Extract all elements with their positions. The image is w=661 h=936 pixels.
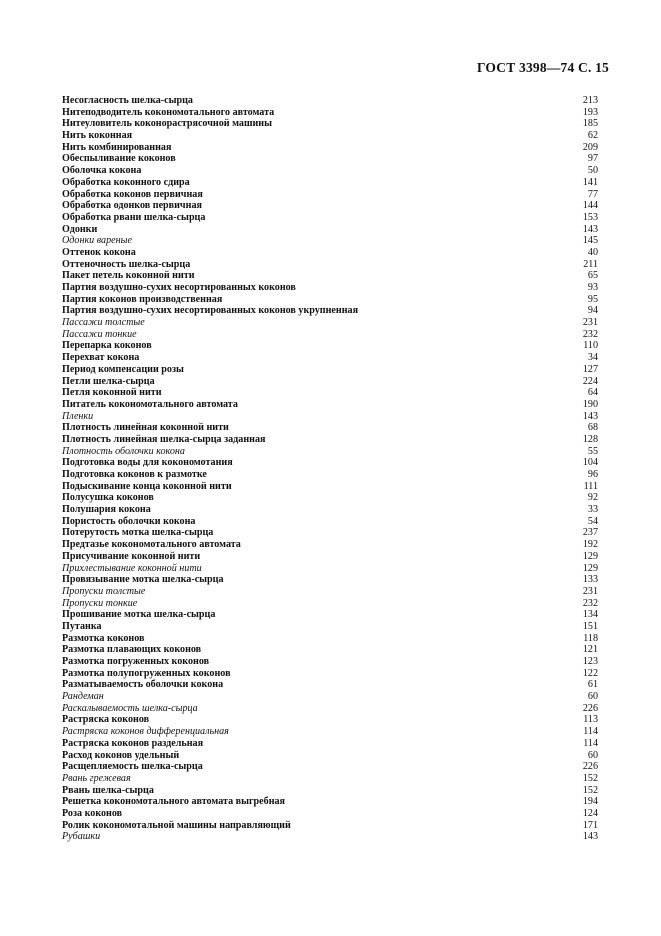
index-entry [62, 294, 598, 306]
index-term: Ролик кокономотальной машины направляющий [62, 819, 291, 831]
index-term: Обработка рвани шелка-сырца [62, 211, 206, 223]
index-entry [62, 387, 598, 399]
index-page-number: 190 [582, 398, 598, 410]
index-page-number: 143 [582, 410, 598, 422]
index-page-number: 145 [582, 235, 598, 247]
index-page-number: 143 [582, 831, 598, 843]
index-page-number: 129 [582, 562, 598, 574]
index-page-number: 34 [587, 352, 598, 364]
index-entry [62, 574, 598, 586]
index-page-number: 110 [583, 340, 598, 352]
index-page-number: 65 [587, 270, 598, 282]
index-term: Растряска коконов раздельная [62, 737, 204, 749]
index-page-number: 40 [587, 246, 598, 258]
index-page-number: 95 [587, 293, 598, 305]
index-page-number: 211 [583, 258, 598, 270]
index-page-number: 194 [582, 796, 598, 808]
index-entry [62, 329, 598, 341]
index-entry [62, 282, 598, 294]
index-entry [62, 153, 598, 165]
index-page-number: 94 [587, 305, 598, 317]
index-entry [62, 668, 598, 680]
index-term: Оболочка кокона [62, 165, 142, 177]
index-term: Прихлестывание коконной нити [62, 562, 202, 574]
index-entry [62, 527, 598, 539]
index-page-number: 93 [587, 282, 598, 293]
index-page-number: 144 [582, 200, 598, 212]
index-term: Одонки [62, 223, 98, 235]
index-page-number: 151 [582, 620, 598, 632]
index-entry [62, 492, 598, 504]
index-term: Петли шелка-сырца [62, 375, 155, 387]
index-page-number: 114 [583, 737, 598, 749]
index-entry [62, 633, 598, 645]
index-entry [62, 656, 598, 668]
index-page-number: 96 [587, 469, 598, 480]
index-page-number: 64 [587, 387, 598, 399]
index-term: Прошивание мотка шелка-сырца [62, 609, 216, 621]
index-entry [62, 644, 598, 656]
index-entry [62, 130, 598, 142]
index-term: Партия коконов производственная [62, 293, 223, 305]
index-entry [62, 539, 598, 551]
index-term: Рубашки [62, 831, 101, 843]
index-page-number: 209 [582, 141, 598, 153]
index-page-number: 77 [587, 188, 598, 200]
index-entry [62, 259, 598, 271]
index-term: Путанка [62, 620, 102, 632]
index-term: Решетка кокономотального автомата выгребная [62, 796, 286, 808]
index-entry [62, 750, 598, 762]
index-entry [62, 586, 598, 598]
index-page-number: 141 [582, 176, 598, 188]
index-term: Предтазье кокономотального автомата [62, 539, 241, 551]
index-term: Нить коконная [62, 130, 133, 142]
index-term: Несогласность шелка-сырца [62, 95, 193, 106]
index-page-number: 113 [583, 714, 598, 726]
index-page-number: 171 [582, 819, 598, 831]
index-term: Плотность линейная коконной нити [62, 422, 229, 434]
index-term: Рандеман [62, 691, 104, 703]
index-page-number: 185 [582, 118, 598, 130]
index-page-number: 60 [587, 749, 598, 761]
index-page-number: 55 [587, 445, 598, 457]
index-page-number: 153 [582, 211, 598, 223]
index-page-number: 129 [582, 550, 598, 562]
index-page-number: 127 [582, 363, 598, 375]
index-term: Провязывание мотка шелка-сырца [62, 574, 224, 586]
index-entry [62, 189, 598, 201]
index-page-number: 226 [582, 761, 598, 773]
index-term: Нитеподводитель кокономотального автомата [62, 106, 275, 118]
index-entry [62, 621, 598, 633]
index-entry [62, 422, 598, 434]
index-page-number: 134 [582, 609, 598, 621]
index-entry [62, 364, 598, 376]
index-page-number: 122 [582, 667, 598, 679]
index-page-number: 224 [582, 375, 598, 387]
index-page-number: 50 [587, 165, 598, 177]
index-entry [62, 796, 598, 808]
index-entry [62, 376, 598, 388]
index-term: Нить комбинированная [62, 141, 172, 153]
index-term: Роза коконов [62, 807, 123, 819]
index-term: Расщепляемость шелка-сырца [62, 761, 203, 773]
index-entry [62, 785, 598, 797]
index-page-number: 143 [582, 223, 598, 235]
index-entry [62, 773, 598, 785]
index-term: Расход коконов удельный [62, 749, 180, 761]
index-term: Рвань грежевая [62, 772, 131, 784]
index-term: Обработка коконного сдира [62, 176, 190, 188]
index-entry [62, 118, 598, 130]
index-entry [62, 820, 598, 832]
page-header: ГОСТ 3398—74 С. 15 [476, 60, 609, 75]
index-term: Партия воздушно-сухих несортированных коконов укрупненная [62, 305, 359, 317]
index-entry [62, 270, 598, 282]
index-page-number: 62 [587, 130, 598, 142]
index-entry [62, 504, 598, 516]
index-page-number: 121 [582, 644, 598, 656]
index-page-number: 213 [582, 95, 598, 106]
index-term: Оттеночность шелка-сырца [62, 258, 191, 270]
index-entry [62, 469, 598, 481]
index-term: Обработка одонков первичная [62, 200, 202, 212]
index-entry [62, 212, 598, 224]
index-entry [62, 177, 598, 189]
index-page-number: 104 [582, 457, 598, 469]
index-page-number: 231 [582, 317, 598, 329]
index-term: Пассажи тонкие [62, 328, 137, 340]
index-term: Одонки вареные [62, 235, 132, 247]
index-entry [62, 200, 598, 212]
index-term: Растряска коконов дифференциальная [62, 726, 229, 738]
index-page-number: 114 [583, 726, 598, 738]
index-term: Пакет петель коконной нити [62, 270, 195, 282]
index-page-number: 60 [587, 691, 598, 703]
index-page-number: 92 [587, 492, 598, 504]
index-term: Перехват кокона [62, 352, 140, 364]
index-entry [62, 563, 598, 575]
index-entry [62, 247, 598, 259]
index-term: Подготовка коконов к размотке [62, 469, 207, 480]
index-page-number: 97 [587, 153, 598, 165]
index-page-number: 124 [582, 807, 598, 819]
index-term: Раскалываемость шелка-сырца [62, 702, 198, 714]
index-entry [62, 831, 598, 843]
index-entry [62, 691, 598, 703]
index-term: Пленки [62, 410, 94, 422]
index-term: Перепарка коконов [62, 340, 152, 352]
index-page-number: 33 [587, 504, 598, 516]
index-page-number: 128 [582, 433, 598, 445]
index-page-number: 232 [582, 328, 598, 340]
index-entry [62, 446, 598, 458]
index-page-number: 133 [582, 574, 598, 586]
index-term: Потерутость мотка шелка-сырца [62, 527, 214, 539]
index-term: Обработка коконов первичная [62, 188, 203, 200]
index-entry [62, 340, 598, 352]
index-entry [62, 317, 598, 329]
index-term: Пропуски толстые [62, 585, 146, 597]
index-term: Разматываемость оболочки кокона [62, 679, 224, 691]
index-term: Размотка плавающих коконов [62, 644, 202, 656]
index-term: Пассажи толстые [62, 317, 145, 329]
index-entry [62, 551, 598, 563]
index-entry [62, 399, 598, 411]
index-page-number: 232 [582, 597, 598, 609]
index-term: Размотка погруженных коконов [62, 656, 210, 667]
index-entry [62, 235, 598, 247]
index-entry [62, 679, 598, 691]
index-entry [62, 598, 598, 610]
index-term: Полусушка коконов [62, 492, 154, 504]
index-term: Питатель кокономотального автомата [62, 398, 238, 410]
index-term: Размотка полупогруженных коконов [62, 667, 231, 679]
index-term: Рвань шелка-сырца [62, 784, 154, 796]
index-term: Нитеуловитель коконорастрясочной машины [62, 118, 273, 130]
index-entry [62, 95, 598, 107]
index-term: Петля коконной нити [62, 387, 162, 399]
index-page-number: 226 [582, 702, 598, 714]
index-entry [62, 305, 598, 317]
index-term: Плотность оболочки кокона [62, 445, 185, 457]
index-entry [62, 457, 598, 469]
index-page-number: 118 [583, 632, 598, 644]
index-entry [62, 703, 598, 715]
index-entry [62, 352, 598, 364]
index-term: Обеспыливание коконов [62, 153, 176, 165]
index-page-number: 193 [582, 106, 598, 118]
index-term: Оттенок кокона [62, 246, 136, 258]
index-entry [62, 726, 598, 738]
index-page-number: 123 [582, 656, 598, 667]
index-entry [62, 224, 598, 236]
index-entry [62, 761, 598, 773]
index-entry [62, 107, 598, 119]
index-page-number: 231 [582, 585, 598, 597]
index-page-number: 152 [582, 784, 598, 796]
index-entry [62, 738, 598, 750]
index-term: Растряска коконов [62, 714, 150, 726]
index-page-number: 68 [587, 422, 598, 434]
index-entry [62, 411, 598, 423]
index-term: Период компенсации розы [62, 363, 184, 375]
index-entry [62, 609, 598, 621]
index-page-number: 111 [583, 480, 598, 492]
index-entry [62, 516, 598, 528]
index-term: Плотность линейная шелка-сырца заданная [62, 433, 266, 445]
index-term: Полушария кокона [62, 504, 151, 516]
index-page-number: 237 [582, 527, 598, 539]
index-list [62, 95, 598, 843]
index-term: Подготовка воды для кокономотания [62, 457, 233, 469]
index-page-number: 152 [582, 772, 598, 784]
index-entry [62, 714, 598, 726]
index-entry [62, 434, 598, 446]
index-page-number: 192 [582, 539, 598, 551]
index-page-number: 54 [587, 515, 598, 527]
index-term: Присучивание коконной нити [62, 550, 201, 562]
index-entry [62, 808, 598, 820]
index-term: Подыскивание конца коконной нити [62, 480, 232, 492]
index-entry [62, 142, 598, 154]
index-term: Размотка коконов [62, 632, 145, 644]
index-term: Пористость оболочки кокона [62, 515, 196, 527]
index-entry [62, 481, 598, 493]
index-page-number: 61 [587, 679, 598, 691]
index-entry [62, 165, 598, 177]
index-term: Пропуски тонкие [62, 597, 138, 609]
index-term: Партия воздушно-сухих несортированных коконов [62, 282, 296, 293]
